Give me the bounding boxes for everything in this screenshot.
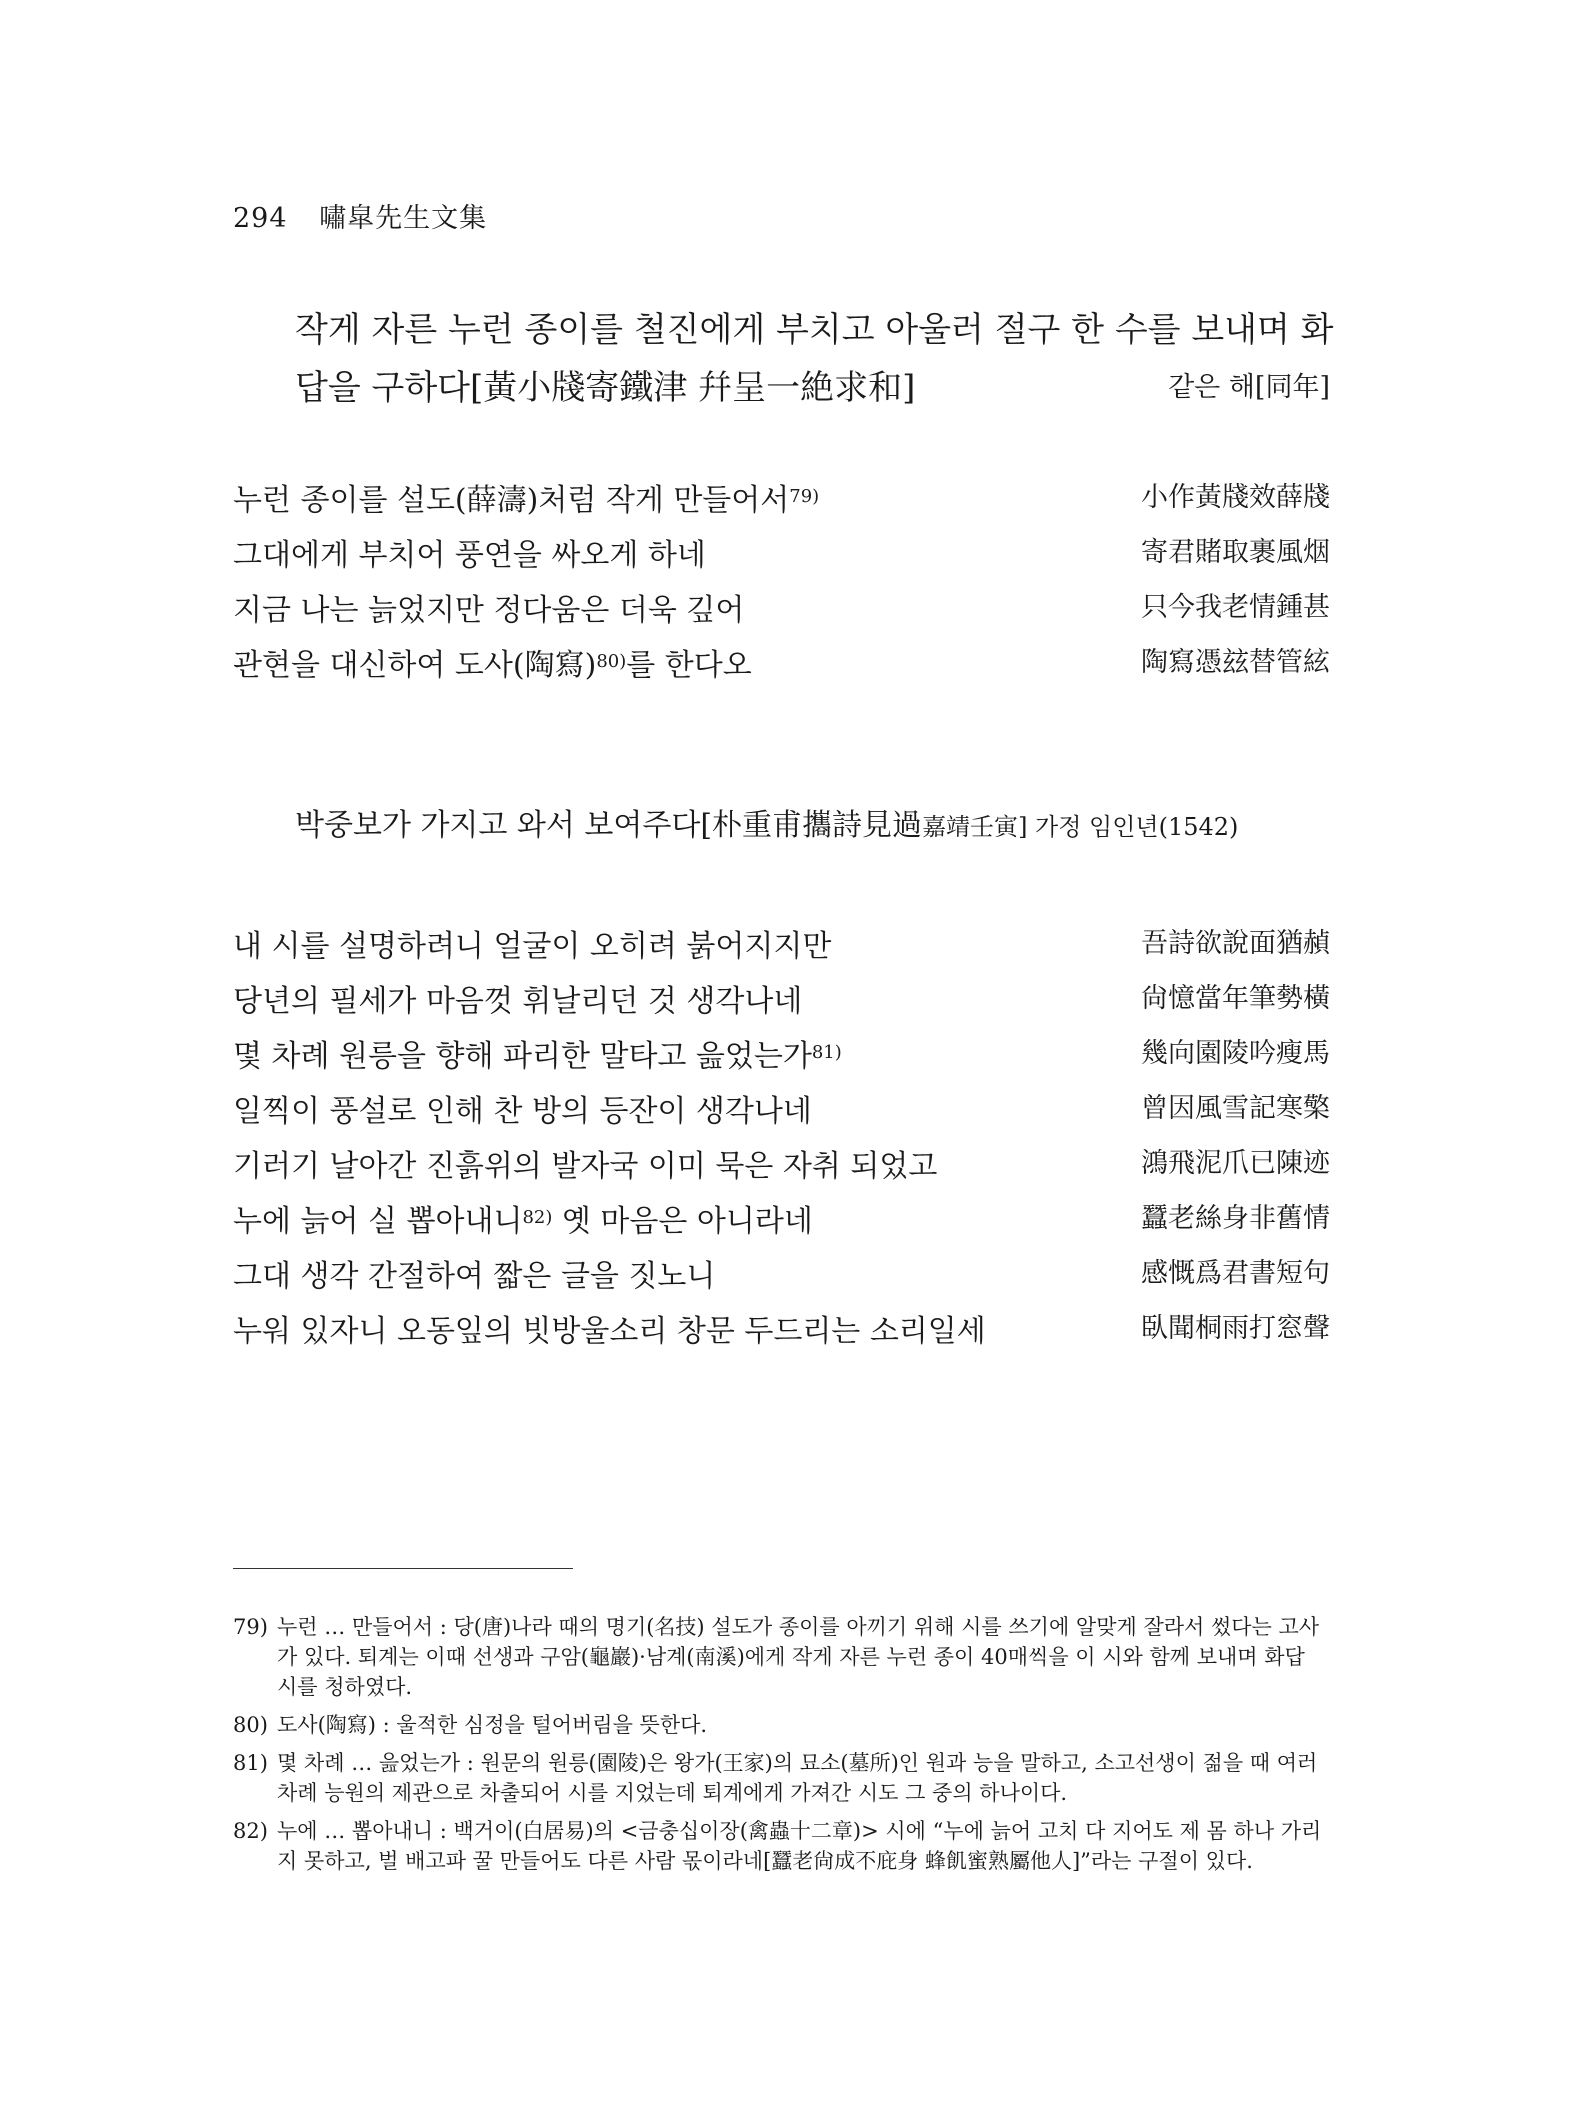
poem-line-korean bbox=[233, 1196, 813, 1240]
poem-line bbox=[233, 921, 1330, 976]
footnote bbox=[233, 1710, 1330, 1740]
poem-line bbox=[233, 1086, 1330, 1141]
poem-line-chinese: 幾向園陵吟瘦馬 bbox=[1141, 1038, 1330, 1069]
poem-line-korean bbox=[233, 921, 831, 965]
poem-line-korean bbox=[233, 1031, 842, 1075]
poem1-title-line1: 작게 자른 누런 종이를 철진에게 부치고 아울러 절구 한 수를 보내며 화 bbox=[295, 310, 1334, 350]
footnote-divider bbox=[233, 1568, 573, 1569]
korean-text: 관현을 대신하여 도사(陶寫) bbox=[233, 648, 597, 683]
poem-line-chinese: 感慨爲君書短句 bbox=[1141, 1258, 1330, 1289]
poem-line-korean bbox=[233, 1086, 812, 1130]
korean-text-cont: 를 한다오 bbox=[626, 648, 752, 683]
footnote-ref: 81) bbox=[811, 1042, 842, 1063]
footnote bbox=[233, 1612, 1330, 1702]
poem-line bbox=[233, 1251, 1330, 1306]
poem-line bbox=[233, 1141, 1330, 1196]
poem-line-chinese: 寄君賭取裹風烟 bbox=[1141, 537, 1330, 568]
footnote-ref: 80) bbox=[596, 651, 627, 672]
poem-line-chinese: 臥聞桐雨打窓聲 bbox=[1141, 1313, 1330, 1344]
poem-line bbox=[233, 976, 1330, 1031]
poem2-title-line bbox=[295, 797, 1330, 855]
footnote-ref: 82) bbox=[522, 1207, 553, 1228]
footnote-number: 80) bbox=[233, 1713, 268, 1737]
footnotes bbox=[233, 1612, 1330, 1884]
korean-text: 지금 나는 늙었지만 정다움은 더욱 깊어 bbox=[233, 593, 745, 628]
poem-line-chinese: 曾因風雪記寒檠 bbox=[1141, 1093, 1330, 1124]
footnote-text: 도사(陶寫) : 울적한 심정을 털어버림을 뜻한다. bbox=[277, 1713, 708, 1737]
footnote bbox=[233, 1748, 1330, 1808]
poem-line-korean bbox=[233, 1141, 937, 1185]
poem2-title-era: 嘉靖壬寅 bbox=[922, 813, 1019, 841]
page-number: 294 bbox=[233, 203, 288, 234]
poem-line bbox=[233, 1031, 1330, 1086]
poem-line bbox=[233, 1196, 1330, 1251]
poem-line bbox=[233, 475, 1330, 530]
poem-line-korean bbox=[233, 585, 744, 629]
poem-line-chinese: 鴻飛泥爪已陳迹 bbox=[1141, 1148, 1330, 1179]
poem1-title bbox=[295, 301, 1334, 417]
korean-text: 누워 있자니 오동잎의 빗방울소리 창문 두드리는 소리일세 bbox=[233, 1314, 986, 1349]
poem-line-chinese: 只今我老情鍾甚 bbox=[1141, 592, 1330, 623]
korean-text: 내 시를 설명하려니 얼굴이 오히려 붉어지지만 bbox=[233, 929, 832, 964]
footnote bbox=[233, 1816, 1330, 1876]
poem-line bbox=[233, 530, 1330, 585]
poem1-title-text: 답을 구하다[黃小牋寄鐵津 幷呈一絶求和] bbox=[295, 368, 916, 408]
poem-line-chinese: 小作黃牋效薛牋 bbox=[1141, 482, 1330, 513]
poem-line-chinese: 尙憶當年筆勢橫 bbox=[1141, 983, 1330, 1014]
footnote-number: 79) bbox=[233, 1615, 268, 1639]
poem2-title bbox=[295, 797, 1330, 855]
footnote-text: 누에 … 뽑아내니 : 백거이(白居易)의 <금충십이장(禽蟲十二章)> 시에 “누에 늙어 고치 다 지어도 제 몸 하나 가리지 못하고, 벌 배고파 꿀 만들어도 다른 사람 몫이라네[蠶老尙成不庇身 蜂飢蜜熟屬他人]”라는 구절이 있다. bbox=[277, 1819, 1322, 1873]
book-title: 嘯皐先生文集 bbox=[319, 203, 488, 234]
footnote-text: 몇 차례 … 읊었는가 : 원문의 원릉(園陵)은 왕가(王家)의 묘소(墓所)인 원과 능을 말하고, 소고선생이 젊을 때 여러 차례 능원의 제관으로 차출되어 시를 지었는데 퇴계에게 가져간 시도 그 중의 하나이다. bbox=[277, 1751, 1318, 1805]
poem-line-korean bbox=[233, 1251, 715, 1295]
poem-line-chinese: 陶寫憑玆替管絃 bbox=[1141, 647, 1330, 678]
running-header bbox=[233, 196, 487, 235]
poem2-body bbox=[233, 921, 1330, 1361]
korean-text-cont: 옛 마음은 아니라네 bbox=[552, 1204, 813, 1239]
footnote-number: 81) bbox=[233, 1751, 268, 1775]
poem-line-korean bbox=[233, 1306, 986, 1350]
poem1-date: 같은 해[同年] bbox=[1168, 372, 1330, 403]
poem-line-chinese: 吾詩欲說面猶赬 bbox=[1141, 928, 1330, 959]
korean-text: 누런 종이를 설도(薛濤)처럼 작게 만들어서 bbox=[233, 483, 790, 518]
korean-text: 그대 생각 간절하여 짧은 글을 짓노니 bbox=[233, 1259, 716, 1294]
poem-line bbox=[233, 585, 1330, 640]
footnote-text: 누런 … 만들어서 : 당(唐)나라 때의 명기(名技) 설도가 종이를 아끼기 위해 시를 쓰기에 알맞게 잘라서 썼다는 고사가 있다. 퇴계는 이때 선생과 구암(龜巖)·남계(南溪)에게 작게 자른 누런 종이 40매씩을 이 시와 함께 보내며 화답 시를 청하였다. bbox=[277, 1615, 1320, 1699]
poem2-title-end: ] 가정 임인년(1542) bbox=[1018, 813, 1239, 841]
korean-text: 일찍이 풍설로 인해 찬 방의 등잔이 생각나네 bbox=[233, 1094, 812, 1129]
poem1-title-line2 bbox=[295, 359, 1330, 417]
poem-line bbox=[233, 640, 1330, 695]
footnote-number: 82) bbox=[233, 1819, 268, 1843]
poem-line-korean bbox=[233, 475, 819, 519]
korean-text: 그대에게 부치어 풍연을 싸오게 하네 bbox=[233, 538, 706, 573]
poem-line-chinese: 蠶老絲身非舊情 bbox=[1141, 1203, 1330, 1234]
korean-text: 당년의 필세가 마음껏 휘날리던 것 생각나네 bbox=[233, 984, 803, 1019]
korean-text: 누에 늙어 실 뽑아내니 bbox=[233, 1204, 523, 1239]
poem-line-korean bbox=[233, 640, 752, 684]
poem-line-korean bbox=[233, 976, 802, 1020]
poem-line bbox=[233, 1306, 1330, 1361]
footnote-ref: 79) bbox=[789, 486, 820, 507]
poem1-body bbox=[233, 475, 1330, 695]
korean-text: 몇 차례 원릉을 향해 파리한 말타고 읊었는가 bbox=[233, 1039, 812, 1074]
poem2-title-text: 박중보가 가지고 와서 보여주다[朴重甫攜詩見過 bbox=[295, 808, 923, 843]
poem-line-korean bbox=[233, 530, 706, 574]
korean-text: 기러기 날아간 진흙위의 발자국 이미 묵은 자취 되었고 bbox=[233, 1149, 938, 1184]
